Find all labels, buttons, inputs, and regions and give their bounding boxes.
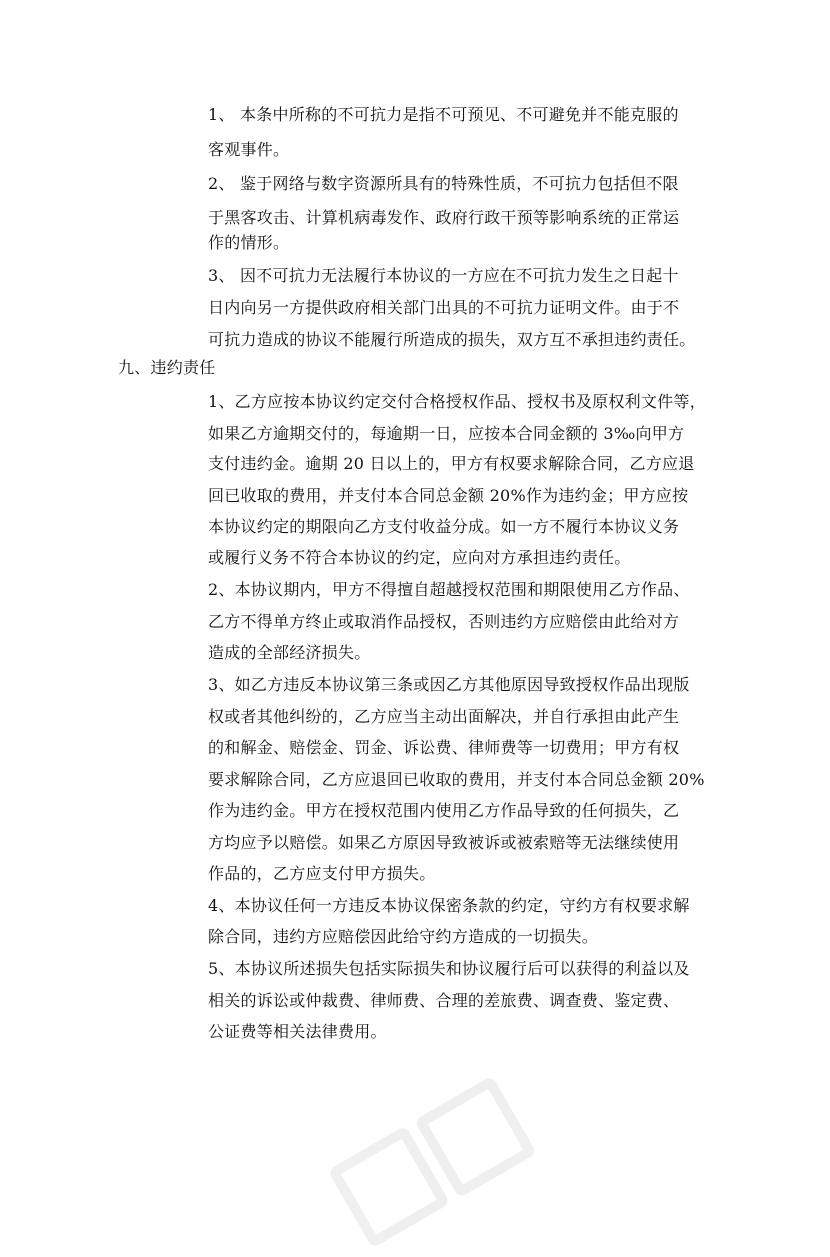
text-line: 的和解金、赔偿金、罚金、诉讼费、律师费等一切费用；甲方有权 <box>208 738 680 757</box>
text-line: 可抗力造成的协议不能履行所造成的损失，双方互不承担违约责任。 <box>208 330 696 349</box>
text-line: 造成的全部经济损失。 <box>208 643 371 662</box>
text-line: 本协议约定的期限向乙方支付收益分成。如一方不履行本协议义务 <box>208 517 680 536</box>
text-line: 相关的诉讼或仲裁费、律师费、合理的差旅费、调查费、鉴定费、 <box>208 991 680 1010</box>
text-line: 要求解除合同，乙方应退回已收取的费用，并支付本合同总金额 20% <box>208 770 705 789</box>
text-line: 如果乙方逾期交付的，每逾期一日，应按本合同金额的 3‰向甲方 <box>208 424 685 443</box>
text-line: 1、 本条中所称的不可抗力是指不可预见、不可避免并不能克服的 <box>208 105 679 124</box>
text-line: 作为违约金。甲方在授权范围内使用乙方作品导致的任何损失，乙 <box>208 801 680 820</box>
text-line: 权或者其他纠纷的，乙方应当主动出面解决，并自行承担由此产生 <box>208 707 680 726</box>
text-line: 1、乙方应按本协议约定交付合格授权作品、授权书及原权利文件等， <box>208 392 706 411</box>
text-line: 乙方不得单方终止或取消作品授权，否则违约方应赔偿由此给对方 <box>208 612 680 631</box>
text-line: 日内向另一方提供政府相关部门出具的不可抗力证明文件。由于不 <box>208 298 680 317</box>
watermark <box>317 1023 602 1257</box>
section-heading: 九、违约责任 <box>118 358 216 377</box>
text-line: 或履行义务不符合本协议的约定，应向对方承担违约责任。 <box>208 548 631 567</box>
text-line: 3、 因不可抗力无法履行本协议的一方应在不可抗力发生之日起十 <box>208 266 679 285</box>
text-line: 2、本协议期内，甲方不得擅自超越授权范围和期限使用乙方作品、 <box>208 580 690 599</box>
text-line: 公证费等相关法律费用。 <box>208 1022 387 1041</box>
text-line: 除合同，违约方应赔偿因此给守约方造成的一切损失。 <box>208 927 599 946</box>
text-line: 作品的，乙方应支付甲方损失。 <box>208 864 436 883</box>
text-line: 客观事件。 <box>208 140 290 159</box>
text-line: 5、本协议所述损失包括实际损失和协议履行后可以获得的利益以及 <box>208 959 690 978</box>
text-line: 2、 鉴于网络与数字资源所具有的特殊性质，不可抗力包括但不限 <box>208 174 679 193</box>
text-line: 方均应予以赔偿。如果乙方原因导致被诉或被索赔等无法继续使用 <box>208 833 680 852</box>
text-line: 于黑客攻击、计算机病毒发作、政府行政干预等影响系统的正常运 <box>208 208 680 227</box>
text-line: 回已收取的费用，并支付本合同总金额 20%作为违约金；甲方应按 <box>208 486 689 505</box>
text-line: 3、如乙方违反本协议第三条或因乙方其他原因导致授权作品出现版 <box>208 675 690 694</box>
text-line: 作的情形。 <box>208 233 290 252</box>
text-line: 支付违约金。逾期 20 日以上的，甲方有权要求解除合同，乙方应退 <box>208 454 695 473</box>
text-line: 4、本协议任何一方违反本协议保密条款的约定，守约方有权要求解 <box>208 896 690 915</box>
